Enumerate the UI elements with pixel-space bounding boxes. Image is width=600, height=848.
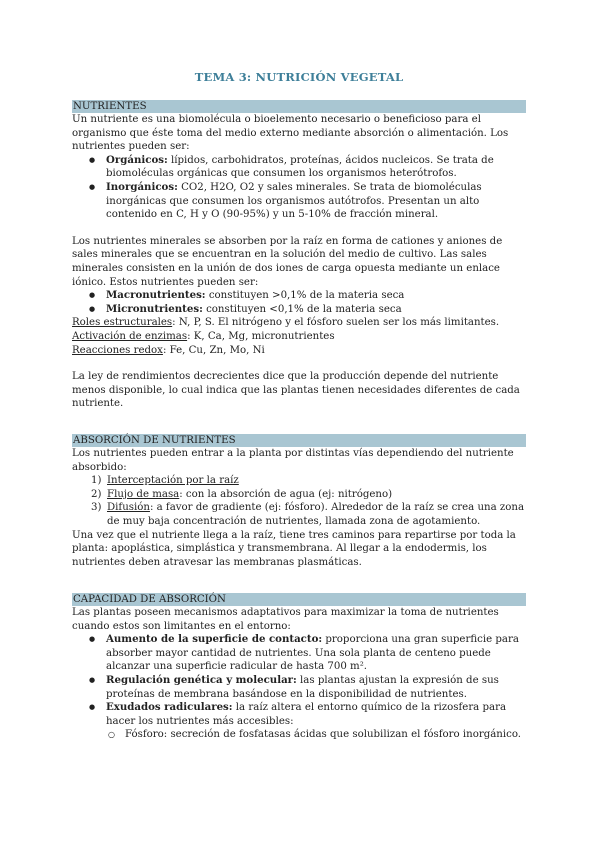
- role-text: : K, Ca, Mg, micronutrientes: [187, 330, 335, 342]
- list-item: [89, 633, 526, 674]
- role-label: Reacciones redox: [72, 344, 163, 356]
- section-nutrientes: [72, 100, 526, 411]
- list-item: [89, 303, 526, 317]
- item-text: constituyen >0,1% de la materia seca: [205, 290, 405, 302]
- role-line: [72, 330, 526, 344]
- role-label: Activación de enzimas: [72, 330, 188, 342]
- bullet-list: [72, 289, 526, 316]
- section-heading: NUTRIENTES: [72, 100, 526, 113]
- item-number: 1): [91, 475, 102, 487]
- term: Inorgánicos:: [106, 180, 178, 193]
- item-number: 3): [91, 502, 102, 514]
- paragraph: Un nutriente es una biomolécula o bioelemento necesario o beneficioso para el organismo que éste toma del medio externo mediante absorción o alimentación. Los nutrientes pueden ser:: [72, 114, 509, 153]
- list-item: [91, 488, 526, 502]
- item-text: CO2, H2O, O2 y sales minerales. Se trata de biomoléculas inorgánicas que consumen los organismos autótrofos. Presentan un alto contenido en C, H y O (90-95%) y un 5-10% de fracción mineral.: [106, 181, 482, 221]
- item-label: Flujo de masa: [107, 488, 180, 500]
- role-text: : N, P, S. El nitrógeno y el fósforo suelen ser los más limitantes.: [172, 317, 500, 329]
- sub-list-item: ○ Fósforo: secreción de fosfatasas ácidas que solubilizan el fósforo inorgánico.: [108, 728, 526, 742]
- role-line: [72, 316, 526, 330]
- list-item: [91, 501, 526, 528]
- bullet-list: [72, 154, 526, 222]
- page-title: TEMA 3: NUTRICIÓN VEGETAL: [194, 70, 404, 84]
- item-label: Difusión: [107, 502, 150, 514]
- list-item: [89, 701, 526, 728]
- item-text: la raíz altera el entorno químico de la rizosfera para hacer los nutrientes más accesibles:: [106, 702, 507, 727]
- term: Micronutrientes:: [106, 302, 203, 315]
- term: Exudados radiculares:: [106, 701, 233, 714]
- list-item: [89, 289, 526, 303]
- numbered-list: [72, 474, 526, 528]
- section-heading: ABSORCIÓN DE NUTRIENTES: [72, 434, 526, 447]
- role-label: Roles estructurales: [72, 317, 173, 329]
- paragraph: La ley de rendimientos decrecientes dice que la producción depende del nutriente menos disponible, lo cual indica que las plantas tienen necesidades diferentes de cada nutriente.: [72, 371, 520, 410]
- list-item: [89, 181, 526, 222]
- item-number: 2): [91, 488, 102, 500]
- sub-list: [72, 728, 526, 742]
- paragraph: Los nutrientes pueden entrar a la planta por distintas vías dependiendo del nutriente absorbido:: [72, 448, 514, 473]
- term: Orgánicos:: [106, 153, 168, 166]
- bullet-list: [72, 633, 526, 728]
- item-text: constituyen <0,1% de la materia seca: [202, 303, 402, 315]
- term: Regulación genética y molecular:: [106, 673, 297, 686]
- paragraph: Una vez que el nutriente llega a la raíz, tiene tres caminos para repartirse por toda la planta: apoplástica, simplástica y transmembrana. Al llegar a la endodermis, los nutrientes deben atravesar las membranas plasmáticas.: [72, 529, 516, 568]
- role-line: [72, 344, 526, 358]
- list-item: [89, 674, 526, 701]
- list-item: [89, 154, 526, 181]
- section-capacidad: [72, 593, 526, 742]
- term: Macronutrientes:: [106, 289, 206, 302]
- item-label: Interceptación por la raíz: [107, 475, 239, 487]
- item-text: : con la absorción de agua (ej: nitrógeno): [179, 488, 393, 500]
- item-text: proporciona una gran superficie para absorber mayor cantidad de nutrientes. Una sola planta de centeno puede alcanzar una superficie radicular de hasta 700 m².: [106, 634, 519, 673]
- paragraph: Las plantas poseen mecanismos adaptativos para maximizar la toma de nutrientes cuando estos son limitantes en el entorno:: [72, 607, 499, 632]
- role-text: : Fe, Cu, Zn, Mo, Ni: [162, 344, 265, 356]
- item-text: : a favor de gradiente (ej: fósforo). Alrededor de la raíz se crea una zona de muy baja concentración de nutrientes, llamada zona de agotamiento.: [107, 502, 525, 527]
- section-heading: CAPACIDAD DE ABSORCIÓN: [72, 593, 526, 606]
- item-text: las plantas ajustan la expresión de sus proteínas de membrana basándose en la disponibilidad de nutrientes.: [106, 674, 499, 700]
- section-absorcion: [72, 434, 526, 569]
- paragraph: Los nutrientes minerales se absorben por la raíz en forma de cationes y aniones de sales minerales que se encuentran en la solución del medio de cultivo. Las sales minerales consisten en la unión de dos iones de carga opuesta mediante un enlace iónico. Estos nutrientes pueden ser:: [72, 235, 503, 288]
- term: Aumento de la superficie de contacto:: [106, 633, 323, 646]
- list-item: [91, 474, 526, 488]
- item-text: lípidos, carbohidratos, proteínas, ácidos nucleicos. Se trata de biomoléculas orgánicas que consumen los organismos heterótrofos.: [106, 154, 494, 180]
